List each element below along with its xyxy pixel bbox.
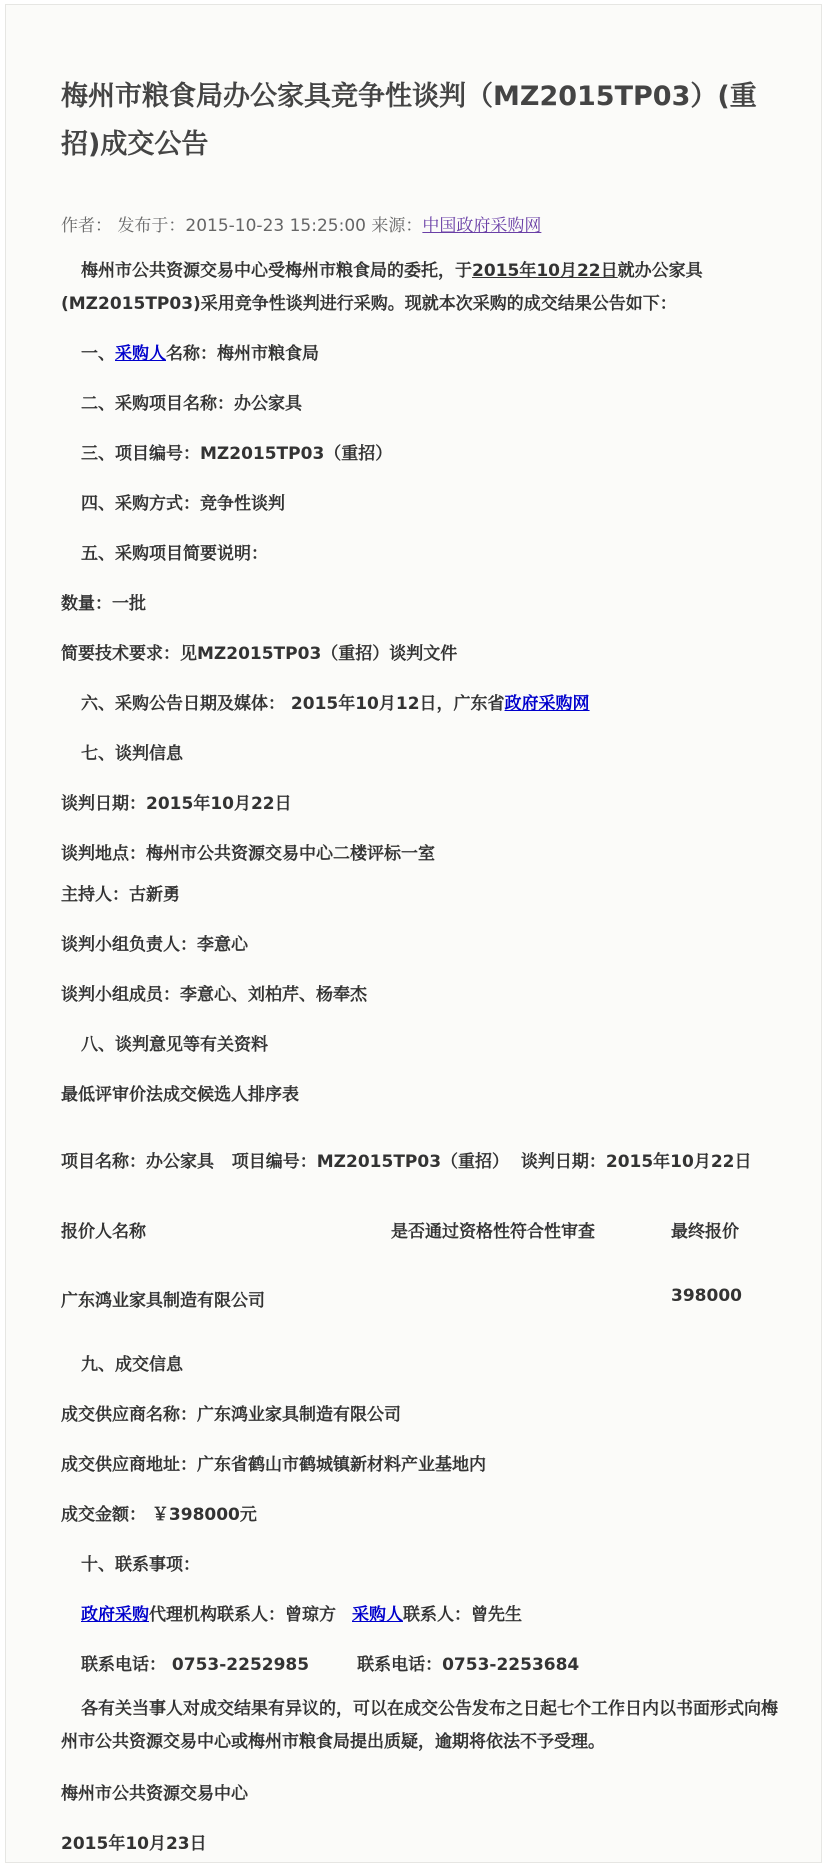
buyer-contact: 联系人：曾先生: [403, 1605, 522, 1625]
gov-procurement-contact-link[interactable]: 政府采购: [81, 1605, 149, 1625]
phone-line: [81, 1651, 579, 1679]
objection-paragraph: 各有关当事人对成交结果有异议的，可以在成交公告发布之日起七个工作日内以书面形式向梅州市公共资源交易中心或梅州市粮食局提出质疑，逾期将依法不予受理。: [61, 1699, 778, 1752]
article-page: [5, 4, 822, 1863]
section-6: [81, 690, 590, 718]
table-cell-price: 398000: [671, 1286, 742, 1306]
gov-procurement-link[interactable]: 政府采购网: [504, 694, 590, 714]
section-4: 四、采购方式：竞争性谈判: [81, 494, 285, 514]
section-1-rest: 名称：梅州市粮食局: [166, 344, 319, 364]
section-2: 二、采购项目名称：办公家具: [81, 394, 302, 414]
intro-date: 2015年10月22日: [472, 261, 618, 281]
tech-requirements: 简要技术要求：见MZ2015TP03（重招）谈判文件: [61, 644, 458, 664]
published-label: 发布于：: [117, 216, 186, 236]
purchaser-contact-link[interactable]: 采购人: [352, 1605, 403, 1625]
intro-text-1: 梅州市公共资源交易中心受梅州市粮食局的委托，于: [81, 261, 472, 281]
section-10: 十、联系事项：: [81, 1555, 200, 1575]
agency-contact: 代理机构联系人：曾琼方: [149, 1605, 336, 1625]
source-link[interactable]: 中国政府采购网: [422, 216, 542, 236]
published-at: 2015-10-23 15:25:00: [185, 216, 366, 236]
agency-phone: 联系电话： 0753-2252985: [81, 1655, 310, 1675]
table-cell-bidder: 广东鸿业家具制造有限公司: [61, 1291, 265, 1311]
supplier-name: 成交供应商名称：广东鸿业家具制造有限公司: [61, 1405, 401, 1425]
source-label: 来源：: [371, 216, 423, 236]
section-7: 七、谈判信息: [81, 744, 183, 764]
intro-text-2: 就办公家具(MZ2015TP03)采用竞争性谈判进行采购。现就本次采购的成交结果公告如下：: [61, 261, 703, 314]
page-title: 梅州市粮食局办公家具竞争性谈判（MZ2015TP03）(重招)成交公告: [61, 81, 757, 160]
section-1-prefix: 一、: [81, 344, 115, 364]
section-1: [81, 340, 319, 368]
author-label: 作者：: [61, 216, 112, 236]
section-3: 三、项目编号：MZ2015TP03（重招）: [81, 444, 393, 464]
table-header-qualification: 是否通过资格性符合性审查: [391, 1222, 595, 1242]
section-9: 九、成交信息: [81, 1355, 183, 1375]
section-5: 五、采购项目简要说明：: [81, 544, 268, 564]
buyer-phone: 联系电话：0753-2253684: [357, 1655, 580, 1675]
team-members: 谈判小组成员：李意心、刘柏芹、杨奉杰: [61, 985, 367, 1005]
deal-amount: 成交金额： ￥398000元: [61, 1505, 257, 1525]
supplier-address: 成交供应商地址：广东省鹤山市鹤城镇新材料产业基地内: [61, 1455, 486, 1475]
negotiation-place: 谈判地点：梅州市公共资源交易中心二楼评标一室: [61, 844, 435, 864]
project-line: 项目名称：办公家具 项目编号：MZ2015TP03（重招） 谈判日期：2015年10月22日: [61, 1152, 752, 1172]
ranking-title: 最低评审价法成交候选人排序表: [61, 1085, 299, 1105]
section-6-text: 六、采购公告日期及媒体： 2015年10月12日，广东省: [81, 694, 505, 714]
contact-line: [81, 1601, 522, 1629]
table-header-price: 最终报价: [671, 1222, 739, 1242]
table-header-bidder: 报价人名称: [61, 1222, 146, 1242]
team-leader: 谈判小组负责人：李意心: [61, 935, 248, 955]
quantity: 数量：一批: [61, 594, 146, 614]
purchaser-link[interactable]: 采购人: [115, 344, 166, 364]
signature: 梅州市公共资源交易中心: [61, 1784, 248, 1804]
host: 主持人：古新勇: [61, 885, 180, 905]
negotiation-date: 谈判日期：2015年10月22日: [61, 794, 292, 814]
article-meta: [61, 211, 541, 236]
signature-date: 2015年10月23日: [61, 1834, 207, 1854]
section-8: 八、谈判意见等有关资料: [81, 1035, 268, 1055]
intro-paragraph: [61, 255, 781, 321]
